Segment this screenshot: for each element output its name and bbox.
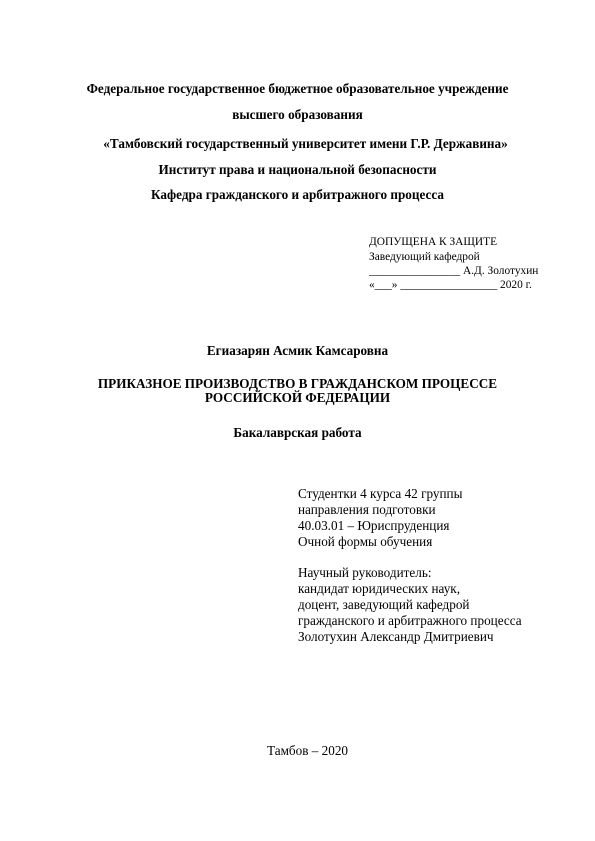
approval-signature-line: ________________ А.Д. Золотухин	[369, 265, 539, 277]
supervisor-name: Золотухин Александр Дмитриевич	[298, 629, 494, 644]
institute-name: Институт права и национальной безопасности	[158, 162, 437, 177]
supervisor-degree: кандидат юридических наук,	[298, 581, 460, 596]
supervisor-position: доцент, заведующий кафедрой	[298, 597, 470, 612]
supervisor-department: гражданского и арбитражного процесса	[298, 613, 522, 628]
supervisor-label: Научный руководитель:	[298, 565, 432, 580]
department-name: Кафедра гражданского и арбитражного процесса	[151, 187, 444, 202]
author-name: Егиазарян Асмик Камсаровна	[206, 343, 389, 358]
student-direction-label: направления подготовки	[298, 502, 436, 517]
university-name: «Тамбовский государственный университет имени Г.Р. Державина»	[103, 136, 508, 151]
education-level-line: высшего образования	[232, 107, 363, 122]
thesis-type: Бакалаврская работа	[233, 425, 362, 440]
approval-role: Заведующий кафедрой	[369, 251, 480, 263]
approval-title: ДОПУЩЕНА К ЗАЩИТЕ	[369, 236, 498, 248]
student-study-form: Очной формы обучения	[298, 534, 433, 549]
institution-type-line: Федеральное государственное бюджетное образовательное учреждение	[86, 81, 509, 96]
city-year: Тамбов – 2020	[266, 743, 349, 758]
thesis-title-line2: РОССИЙСКОЙ ФЕДЕРАЦИИ	[204, 390, 391, 405]
approval-date-line: «___» _________________ 2020 г.	[369, 279, 532, 291]
student-course-group: Студентки 4 курса 42 группы	[298, 486, 463, 501]
thesis-title-line1: ПРИКАЗНОЕ ПРОИЗВОДСТВО В ГРАЖДАНСКОМ ПРОЦЕССЕ	[97, 376, 498, 391]
student-specialty: 40.03.01 – Юриспруденция	[298, 518, 450, 533]
